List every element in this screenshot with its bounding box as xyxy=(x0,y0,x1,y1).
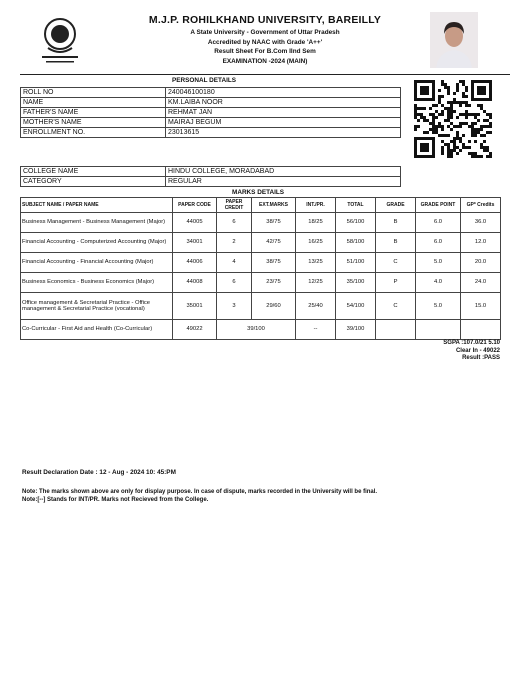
university-name: M.J.P. ROHILKHAND UNIVERSITY, BAREILLY xyxy=(148,14,382,26)
note-display: Note: The marks shown above are only for display purpose. In case of dispute, marks recorded in the University will be final. xyxy=(22,489,378,495)
table-row: Financial Accounting - Financial Accounting (Major) 44006 4 38/75 13/25 51/100 C 5.0 20.0 xyxy=(21,253,501,273)
table-row: Financial Accounting - Computerized Accounting (Major) 34001 2 42/75 16/25 58/100 B 6.0 12.0 xyxy=(21,233,501,253)
result-declaration-date: Result Declaration Date : 12 - Aug - 2024 10: 45:PM xyxy=(22,469,176,476)
table-row: ROLL NO 240046100180 xyxy=(21,88,401,98)
table-row: COLLEGE NAME HINDU COLLEGE, MORADABAD xyxy=(21,167,401,177)
accreditation: Accredited by NAAC with Grade 'A++' xyxy=(207,38,323,46)
notes xyxy=(22,488,377,504)
table-row: Office management & Secretarial Practice - Office management & Secretarial Practice (vocational) 35001 3 29/60 25/40 54/100 C 5.0 15.0 xyxy=(21,293,501,320)
marks-table xyxy=(20,197,501,340)
university-logo-icon xyxy=(28,12,92,66)
personal-details-title: PERSONAL DETAILS xyxy=(172,77,237,84)
note-int-pr: Note:[--] Stands for INT/PR. Marks not Recieved from the College. xyxy=(22,497,209,503)
result-status: Result :PASS xyxy=(462,355,500,361)
table-row: CATEGORY REGULAR xyxy=(21,177,401,187)
exam-title: EXAMINATION -2024 (MAIN) xyxy=(222,57,308,65)
table-row: Business Economics - Business Economics (Major) 44008 6 23/75 12/25 35/100 P 4.0 24.0 xyxy=(21,273,501,293)
personal-details-table xyxy=(20,87,401,138)
college-details-table xyxy=(20,166,401,187)
result-summary xyxy=(443,340,500,363)
table-row: Co-Curricular - First Aid and Health (Co-Curricular) 49022 39/100 -- 39/100 xyxy=(21,320,501,340)
table-row: Business Management - Business Management (Major) 44005 6 38/75 18/25 56/100 B 6.0 36.0 xyxy=(21,213,501,233)
divider xyxy=(20,74,510,75)
marks-details-title: MARKS DETAILS xyxy=(232,189,285,196)
person-photo-icon xyxy=(430,12,478,68)
header xyxy=(100,14,430,65)
student-photo xyxy=(430,12,478,68)
table-row: ENROLLMENT NO. 23013615 xyxy=(21,128,401,138)
table-row: FATHER'S NAME REHMAT JAN xyxy=(21,108,401,118)
table-row: MOTHER'S NAME MAIRAJ BEGUM xyxy=(21,118,401,128)
qr-code-icon xyxy=(414,80,492,158)
state-line: A State University - Government of Uttar Pradesh xyxy=(190,29,340,36)
marks-header-row: SUBJECT NAME / PAPER NAME PAPER CODE PAPER CREDIT EXT.MARKS INT./PR. TOTAL GRADE GRADE POINT GP* Credits xyxy=(21,198,501,213)
sgpa: SGPA :107.0/21 5.10 xyxy=(443,340,500,346)
clear-in: Clear In - 49022 xyxy=(455,347,500,354)
sheet-title: Result Sheet For B.Com IInd Sem xyxy=(214,48,316,55)
table-row: NAME KM.LAIBA NOOR xyxy=(21,98,401,108)
